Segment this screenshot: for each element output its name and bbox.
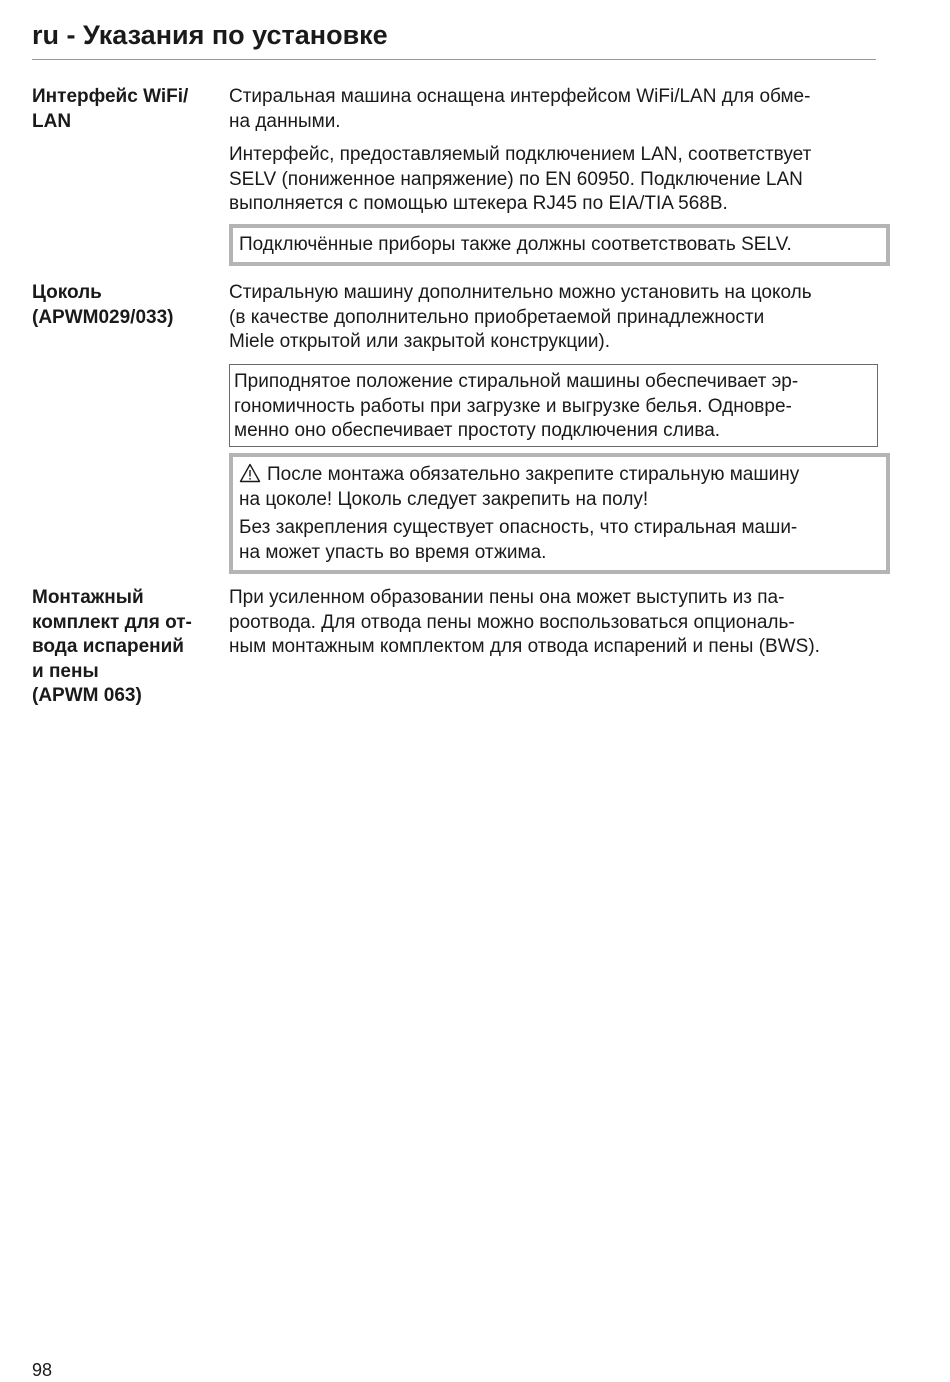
paragraph xyxy=(229,85,879,134)
heading-line: LAN xyxy=(32,110,72,132)
info-line: менно оно обеспечивает простоту подключения слива. xyxy=(234,420,721,441)
text-line: Интерфейс, предоставляемый подключением LAN, соответствует xyxy=(229,144,812,165)
text-line: роотвода. Для отвода пены можно воспользоваться опциональ- xyxy=(229,611,795,633)
warning-text: После монтажа обязательно закрепите стиральную машину xyxy=(267,464,800,485)
text-line: Miele открытой или закрытой конструкции). xyxy=(229,331,611,352)
note-box xyxy=(229,224,890,266)
heading-line: и пены xyxy=(32,660,99,682)
section-body xyxy=(229,281,879,355)
text-line: Стиральная машина оснащена интерфейсом WiFi/LAN для обме- xyxy=(229,86,811,107)
section-heading xyxy=(32,85,222,134)
text-line: ным монтажным комплектом для отвода испарений и пены (BWS). xyxy=(229,636,820,657)
heading-line: Интерфейс WiFi/ xyxy=(32,86,189,107)
page-title: ru - Указания по установке xyxy=(32,20,388,50)
text-line: SELV (пониженное напряжение) по EN 60950. Подключение LAN xyxy=(229,168,803,190)
warning-triangle-icon xyxy=(239,463,261,483)
page-number: 98 xyxy=(32,1360,53,1380)
paragraph xyxy=(229,586,879,660)
text-line: на данными. xyxy=(229,110,341,132)
section-heading xyxy=(32,586,222,709)
section-heading xyxy=(32,281,222,330)
heading-line: комплект для от- xyxy=(32,611,192,633)
header-divider xyxy=(32,59,876,60)
warning-box xyxy=(229,453,890,574)
heading-line: Цоколь xyxy=(32,282,102,303)
text-line: При усиленном образовании пены она может выступить из па- xyxy=(229,587,785,608)
note-text: Подключённые приборы также должны соответствовать SELV. xyxy=(239,234,792,255)
section-body xyxy=(229,143,879,217)
heading-line: (APWM029/033) xyxy=(32,306,174,328)
section-body xyxy=(229,586,879,660)
warning-line: Без закрепления существует опасность, что стиральная маши- xyxy=(239,517,798,538)
heading-line: (APWM 063) xyxy=(32,685,142,706)
text-line: Стиральную машину дополнительно можно установить на цоколь xyxy=(229,282,812,303)
warning-line: на может упасть во время отжима. xyxy=(239,541,547,563)
section-body xyxy=(229,85,879,134)
warning-line xyxy=(239,463,880,488)
warning-line: на цоколе! Цоколь следует закрепить на полу! xyxy=(239,488,649,510)
text-line: (в качестве дополнительно приобретаемой принадлежности xyxy=(229,306,765,328)
heading-line: Монтажный xyxy=(32,587,144,608)
heading-line: вода испарений xyxy=(32,636,184,657)
info-box xyxy=(229,364,878,447)
text-line: выполняется с помощью штекера RJ45 по EIA/TIA 568B. xyxy=(229,193,728,214)
info-line: гономичность работы при загрузке и выгрузке белья. Одновре- xyxy=(234,395,792,417)
paragraph xyxy=(229,281,879,355)
paragraph xyxy=(229,143,879,217)
info-line: Приподнятое положение стиральной машины обеспечивает эр- xyxy=(234,371,799,392)
